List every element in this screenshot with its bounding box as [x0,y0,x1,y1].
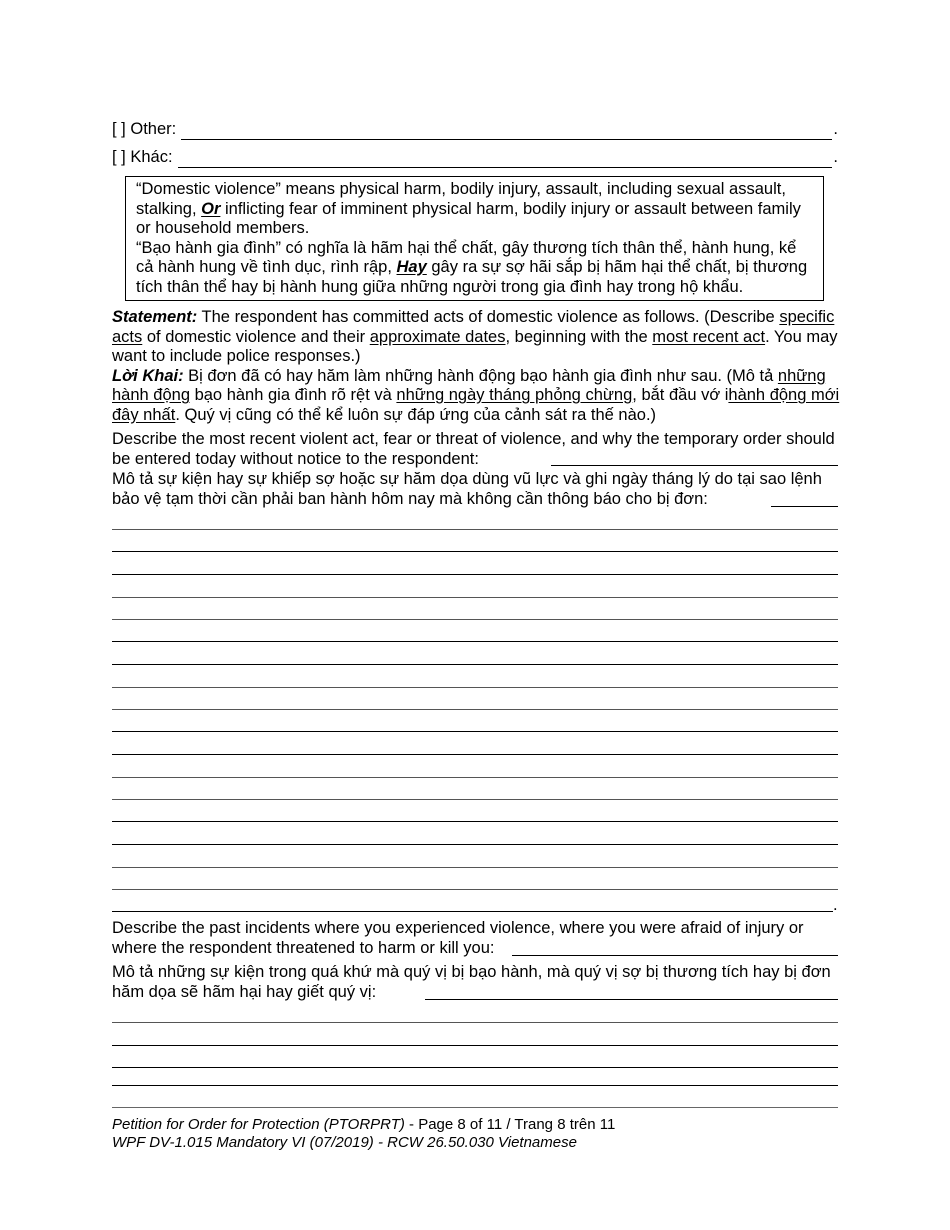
answer-line[interactable] [112,551,838,552]
page-number: - Page 8 of 11 / Trang 8 trên 11 [404,1116,616,1133]
answer-line[interactable] [112,844,838,845]
past-incidents-english: Describe the past incidents where you experienced violence, where you were afraid of injury or where the respondent threatened to harm or kill you: [112,919,804,957]
recent-act-vi-prompt [112,470,838,509]
recent-act-vi-line[interactable] [771,506,838,507]
other-label: Other: [130,120,177,138]
past-incidents-english-line[interactable] [512,955,838,956]
past-incidents-vi-prompt [112,963,838,1002]
answer-line[interactable] [112,529,838,530]
definition-vietnamese: “Bạo hành gia đình” có nghĩa là hãm hại thể chất, gây thương tích thân thể, hành hung, kể cả hành hung về tình dục, rình rập, Hay gây ra sự sợ hãi sắp bị hãm hại thể chất, bị thương tích thân thể hay bị hành hung giữa những người trong gia đình hay trong hộ khẩu. [136,238,808,296]
statement-instructions [112,308,842,425]
answer-line[interactable] [112,799,838,800]
khac-input-line[interactable] [178,153,833,168]
answer-line[interactable] [112,821,838,822]
statement-vietnamese: Lời Khai: Bị đơn đã có hay hăm làm những hành động bạo hành gia đình như sau. (Mô tả những hành động bạo hành gia đình rõ rệt và những ngày tháng phỏng chừng, bắt đầu vớ ihành động mới đây nhất. Quý vị cũng có thể kể luôn sự đáp ứng của cảnh sát ra thế nào.) [112,366,840,424]
khac-label: Khác: [130,148,173,166]
answer-line[interactable] [112,641,838,642]
answer-line[interactable] [112,574,838,575]
answer-line[interactable] [112,597,838,598]
other-row: [ ] Other: . [112,120,838,138]
footer-title-line [112,1116,838,1134]
recent-act-english-line[interactable] [551,465,838,466]
recent-act-prompt [112,430,838,469]
footer-form-code: WPF DV-1.015 Mandatory VI (07/2019) - RCW 26.50.030 Vietnamese [112,1134,577,1151]
answer-line[interactable] [112,911,833,912]
recent-act-english: Describe the most recent violent act, fear or threat of violence, and why the temporary order should be entered today without notice to the respondent: [112,430,835,468]
answer-line[interactable] [112,1085,838,1086]
past-incidents-prompt [112,919,838,958]
answer-line[interactable] [112,687,838,688]
answer-line[interactable] [112,867,838,868]
recent-act-end-period: . [833,896,838,914]
answer-line[interactable] [112,709,838,710]
other-checkbox[interactable]: [ ] [112,120,126,138]
answer-line[interactable] [112,1022,838,1023]
answer-line[interactable] [112,754,838,755]
past-incidents-vietnamese: Mô tả những sự kiện trong quá khứ mà quý vị bị bạo hành, mà quý vị sợ bị thương tích hay bị đơn hăm dọa sẽ hãm hại hay giết quý vị: [112,963,831,1001]
page-footer [112,1107,838,1152]
past-incidents-vi-line[interactable] [425,999,838,1000]
answer-line[interactable] [112,777,838,778]
answer-line[interactable] [112,889,838,890]
answer-line[interactable] [112,1067,838,1068]
other-input-line[interactable] [181,125,832,140]
statement-english: Statement: The respondent has committed acts of domestic violence as follows. (Describe specific acts of domestic violence and their approximate dates, beginning with the most recent act. You may want to include police responses.) [112,308,838,365]
answer-line[interactable] [112,619,838,620]
recent-act-vietnamese: Mô tả sự kiện hay sự khiếp sợ hoặc sự hăm dọa dùng vũ lực và ghi ngày tháng lý do tại sao lệnh bảo vệ tạm thời cần phải ban hành hôm nay mà không cần thông báo cho bị đơn: [112,470,822,508]
domestic-violence-definition-box [125,176,824,301]
answer-line[interactable] [112,731,838,732]
form-title: Petition for Order for Protection (PTORPRT) [112,1116,405,1133]
answer-line[interactable] [112,664,838,665]
definition-english: “Domestic violence” means physical harm, bodily injury, assault, including sexual assault, stalking, Or inflicting fear of imminent physical harm, bodily injury or assault between family or household members. [136,180,801,237]
khac-row: [ ] Khác: . [112,148,838,166]
answer-line[interactable] [112,1045,838,1046]
khac-checkbox[interactable]: [ ] [112,148,126,166]
